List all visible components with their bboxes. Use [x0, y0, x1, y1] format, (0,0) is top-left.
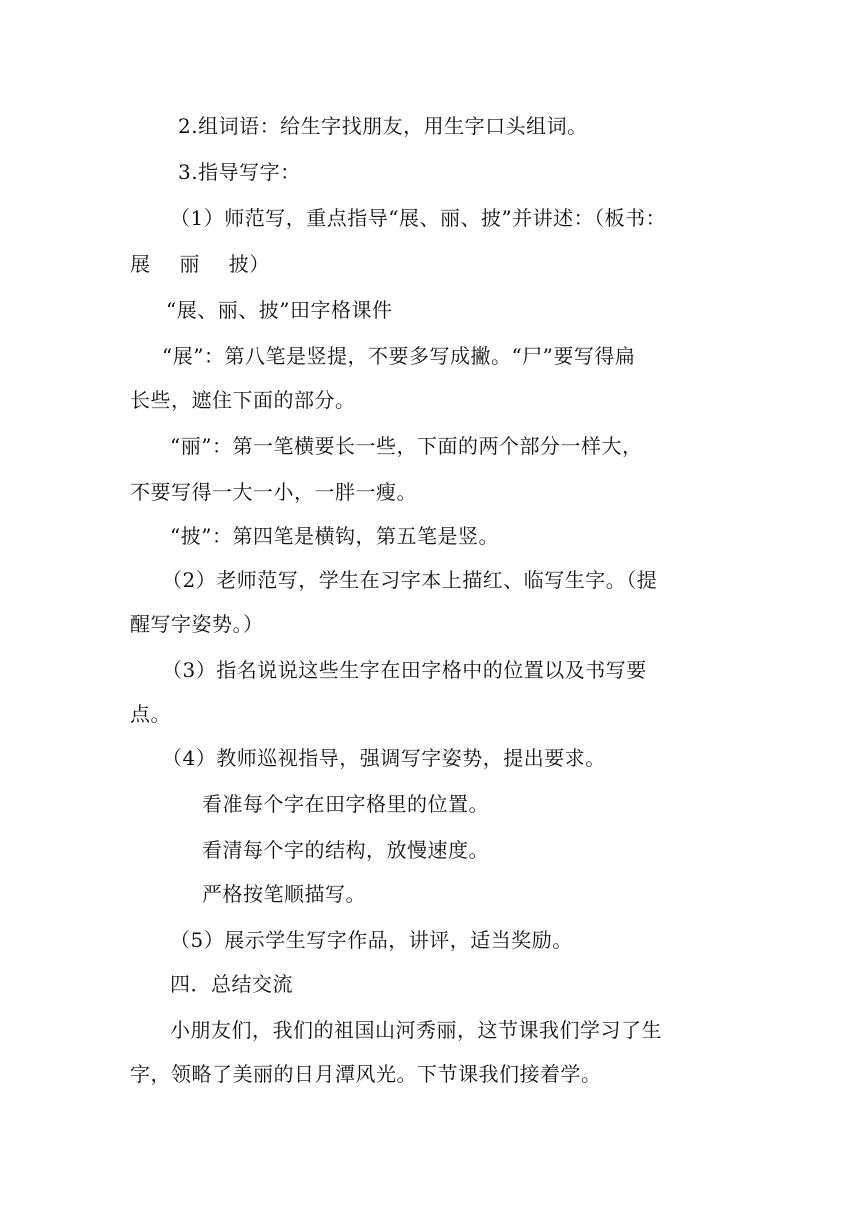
paragraph-courseware: “展、丽、披”田字格课件: [166, 298, 393, 322]
paragraph-summary-cont: 字，领略了美丽的日月潭风光。下节课我们接着学。: [130, 1062, 602, 1086]
paragraph-step-4: （4）教师巡视指导，强调写字姿势，提出要求。: [162, 746, 606, 770]
paragraph-step-2: （2）老师范写，学生在习字本上描红、临写生字。（提: [162, 568, 658, 592]
paragraph-word-building: 2.组词语：给生字找朋友，用生字口头组词。: [178, 114, 588, 138]
paragraph-writing-guide-heading: 3.指导写字：: [178, 160, 301, 184]
paragraph-step-3: （3）指名说说这些生字在田字格中的位置以及书写要: [162, 658, 647, 682]
paragraph-step-1: （1）师范写，重点指导“展、丽、披”并讲述：（板书：: [170, 206, 667, 230]
paragraph-li-cont: 不要写得一大一小，一胖一瘦。: [130, 480, 417, 504]
paragraph-summary: 小朋友们，我们的祖国山河秀丽，这节课我们学习了生: [170, 1018, 662, 1042]
requirement-item: 看清每个字的结构，放慢速度。: [202, 838, 489, 862]
paragraph-step-1-cont: 展 丽 披）: [130, 252, 270, 276]
section-heading-summary: 四．总结交流: [170, 972, 293, 996]
paragraph-zhan-cont: 长些，遮住下面的部分。: [130, 388, 356, 412]
requirement-item: 看准每个字在田字格里的位置。: [202, 792, 489, 816]
paragraph-step-2-cont: 醒写字姿势。）: [130, 612, 264, 636]
paragraph-step-3-cont: 点。: [130, 702, 171, 726]
requirement-item: 严格按笔顺描写。: [202, 882, 366, 906]
paragraph-pi: “披”：第四笔是横钩，第五笔是竖。: [170, 524, 499, 548]
paragraph-step-5: （5）展示学生写字作品，讲评，适当奖励。: [170, 928, 573, 952]
paragraph-zhan: “展”：第八笔是竖提，不要多写成撇。“尸”要写得扁: [162, 344, 636, 368]
paragraph-li: “丽”：第一笔横要长一些，下面的两个部分一样大，: [170, 434, 643, 458]
